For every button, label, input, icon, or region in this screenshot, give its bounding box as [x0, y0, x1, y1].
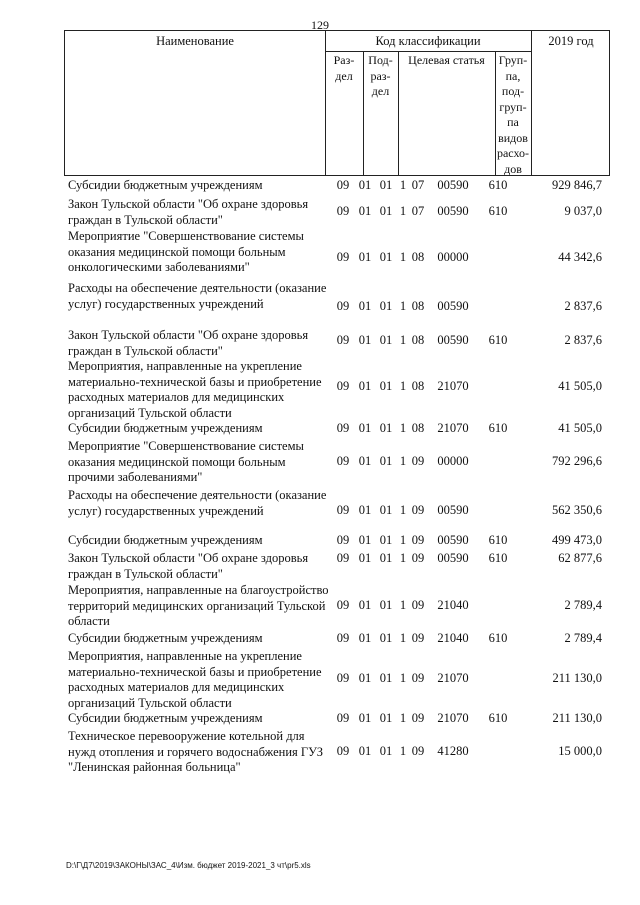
- code-c1: 01: [379, 299, 393, 313]
- row-name-line: территорий медицинских организаций Тульской: [68, 598, 326, 613]
- code-c2: 1: [399, 299, 407, 313]
- row-amount: 2 789,4: [564, 598, 602, 612]
- row-name-line: граждан в Тульской области": [68, 212, 223, 227]
- row-name-line: области: [68, 614, 110, 628]
- code-c2: 1: [399, 503, 407, 517]
- row-amount: 2 837,6: [564, 299, 602, 313]
- code-razdel: 09: [336, 503, 350, 517]
- row-amount: 211 130,0: [552, 671, 602, 685]
- row-name: [68, 649, 340, 711]
- code-vid: 610: [488, 551, 508, 565]
- code-c4: 21040: [437, 631, 469, 645]
- code-c1: 01: [379, 598, 393, 612]
- row-amount: 929 846,7: [552, 178, 602, 192]
- row-name-line: Субсидии бюджетным учреждениям: [68, 178, 263, 192]
- code-c1: 01: [379, 178, 393, 192]
- row-name-line: Закон Тульской области "Об охране здоровья: [68, 551, 309, 565]
- row-name-line: материально-технической базы и приобретение: [68, 664, 322, 679]
- row-name-line: Расходы на обеспечение деятельности (оказание: [68, 488, 327, 502]
- code-vid: 610: [488, 711, 508, 725]
- row-name-line: Мероприятия, направленные на укрепление: [68, 649, 302, 663]
- code-podrazdel: 01: [358, 299, 372, 313]
- code-razdel: 09: [336, 744, 350, 758]
- code-razdel: 09: [336, 631, 350, 645]
- code-podrazdel: 01: [358, 533, 372, 547]
- row-name: [68, 551, 340, 582]
- code-c4: 00590: [437, 204, 469, 218]
- row-name-line: нужд отопления и горячего водоснабжения ГУЗ: [68, 744, 324, 759]
- code-c1: 01: [379, 454, 393, 468]
- code-c4: 00590: [437, 178, 469, 192]
- row-name-line: организаций Тульской области: [68, 695, 232, 710]
- row-name-line: Мероприятие "Совершенствование системы: [68, 229, 304, 243]
- code-c4: 41280: [437, 744, 469, 758]
- code-c4: 21070: [437, 711, 469, 725]
- row-name: [68, 328, 340, 359]
- code-podrazdel: 01: [358, 379, 372, 393]
- code-podrazdel: 01: [358, 744, 372, 758]
- row-name-line: онкологическими заболеваниями": [68, 260, 250, 274]
- code-c3: 07: [411, 178, 425, 192]
- row-amount: 211 130,0: [552, 711, 602, 725]
- row-name-line: Мероприятие "Совершенствование системы: [68, 439, 304, 453]
- row-amount: 41 505,0: [558, 421, 602, 435]
- row-name-line: оказания медицинской помощи больным: [68, 454, 286, 469]
- code-c2: 1: [399, 250, 407, 264]
- code-razdel: 09: [336, 711, 350, 725]
- row-name: [68, 631, 340, 647]
- code-razdel: 09: [336, 671, 350, 685]
- code-c4: 00590: [437, 533, 469, 547]
- code-c1: 01: [379, 533, 393, 547]
- code-c1: 01: [379, 250, 393, 264]
- code-c3: 09: [411, 454, 425, 468]
- row-name-line: граждан в Тульской области": [68, 566, 223, 581]
- code-c2: 1: [399, 671, 407, 685]
- code-podrazdel: 01: [358, 551, 372, 565]
- code-c4: 00000: [437, 250, 469, 264]
- code-razdel: 09: [336, 379, 350, 393]
- code-c4: 00590: [437, 503, 469, 517]
- code-c3: 09: [411, 598, 425, 612]
- row-amount: 2 789,4: [564, 631, 602, 645]
- row-name-line: "Ленинская районная больница": [68, 760, 241, 774]
- row-name-line: материально-технической базы и приобретение: [68, 374, 322, 389]
- code-c1: 01: [379, 671, 393, 685]
- code-c4: 21070: [437, 379, 469, 393]
- row-amount: 41 505,0: [558, 379, 602, 393]
- row-amount: 792 296,6: [552, 454, 602, 468]
- row-name: [68, 583, 340, 630]
- row-amount: 499 473,0: [552, 533, 602, 547]
- code-razdel: 09: [336, 598, 350, 612]
- row-name: [68, 439, 340, 486]
- row-name: [68, 533, 340, 549]
- row-name-line: Субсидии бюджетным учреждениям: [68, 711, 263, 725]
- code-c2: 1: [399, 204, 407, 218]
- code-c3: 09: [411, 533, 425, 547]
- row-name-line: Мероприятия, направленные на благоустройство: [68, 583, 329, 597]
- code-razdel: 09: [336, 204, 350, 218]
- row-name: [68, 729, 340, 776]
- header-section: Раз- дел: [333, 53, 355, 83]
- row-name-line: Расходы на обеспечение деятельности (оказание: [68, 281, 327, 295]
- row-name-line: оказания медицинской помощи больным: [68, 244, 286, 259]
- code-c1: 01: [379, 379, 393, 393]
- row-name-line: Субсидии бюджетным учреждениям: [68, 631, 263, 645]
- code-c4: 00000: [437, 454, 469, 468]
- code-c1: 01: [379, 744, 393, 758]
- row-name: [68, 359, 340, 421]
- code-vid: 610: [488, 533, 508, 547]
- code-c2: 1: [399, 631, 407, 645]
- code-podrazdel: 01: [358, 250, 372, 264]
- header-divider: [325, 51, 531, 52]
- code-razdel: 09: [336, 333, 350, 347]
- code-c3: 09: [411, 503, 425, 517]
- code-podrazdel: 01: [358, 178, 372, 192]
- table-header: [64, 30, 610, 176]
- code-c4: 00590: [437, 551, 469, 565]
- code-vid: 610: [488, 631, 508, 645]
- row-amount: 15 000,0: [558, 744, 602, 758]
- code-c3: 09: [411, 711, 425, 725]
- code-podrazdel: 01: [358, 421, 372, 435]
- code-vid: 610: [488, 421, 508, 435]
- code-c3: 09: [411, 551, 425, 565]
- code-c1: 01: [379, 711, 393, 725]
- row-amount: 9 037,0: [564, 204, 602, 218]
- page-number: 129: [311, 18, 329, 32]
- code-c3: 08: [411, 421, 425, 435]
- code-c3: 08: [411, 379, 425, 393]
- code-c3: 08: [411, 250, 425, 264]
- code-c2: 1: [399, 551, 407, 565]
- code-c4: 00590: [437, 333, 469, 347]
- code-c2: 1: [399, 178, 407, 192]
- row-name: [68, 197, 340, 228]
- row-name: [68, 281, 340, 312]
- code-podrazdel: 01: [358, 454, 372, 468]
- row-amount: 562 350,6: [552, 503, 602, 517]
- code-c2: 1: [399, 333, 407, 347]
- header-group: Груп- па, под- груп- па видов расхо- дов: [496, 53, 530, 176]
- code-c4: 21070: [437, 671, 469, 685]
- row-name-line: прочими заболеваниями": [68, 470, 203, 484]
- code-vid: 610: [488, 178, 508, 192]
- code-c2: 1: [399, 379, 407, 393]
- code-c3: 09: [411, 671, 425, 685]
- code-razdel: 09: [336, 421, 350, 435]
- code-c4: 00590: [437, 299, 469, 313]
- code-podrazdel: 01: [358, 631, 372, 645]
- row-name-line: Техническое перевооружение котельной для: [68, 729, 305, 743]
- code-vid: 610: [488, 204, 508, 218]
- row-name-line: услуг) государственных учреждений: [68, 296, 264, 311]
- code-c4: 21040: [437, 598, 469, 612]
- code-vid: 610: [488, 333, 508, 347]
- code-c2: 1: [399, 421, 407, 435]
- code-c4: 21070: [437, 421, 469, 435]
- code-c1: 01: [379, 631, 393, 645]
- code-podrazdel: 01: [358, 598, 372, 612]
- code-c2: 1: [399, 744, 407, 758]
- code-razdel: 09: [336, 454, 350, 468]
- code-c2: 1: [399, 533, 407, 547]
- row-amount: 44 342,6: [558, 250, 602, 264]
- header-name: Наименование: [156, 34, 234, 48]
- row-name-line: организаций Тульской области: [68, 405, 232, 420]
- row-name: [68, 178, 340, 194]
- code-c2: 1: [399, 711, 407, 725]
- row-amount: 62 877,6: [558, 551, 602, 565]
- header-divider: [398, 51, 399, 175]
- header-year: 2019 год: [548, 34, 594, 48]
- row-name-line: граждан в Тульской области": [68, 343, 223, 358]
- row-name-line: расходных материалов для медицинских: [68, 390, 285, 404]
- row-name: [68, 229, 340, 276]
- code-c1: 01: [379, 204, 393, 218]
- code-podrazdel: 01: [358, 333, 372, 347]
- code-c3: 09: [411, 744, 425, 758]
- row-name-line: Мероприятия, направленные на укрепление: [68, 359, 302, 373]
- code-razdel: 09: [336, 250, 350, 264]
- code-podrazdel: 01: [358, 204, 372, 218]
- row-name: [68, 488, 340, 519]
- code-c2: 1: [399, 598, 407, 612]
- code-c3: 08: [411, 333, 425, 347]
- code-c1: 01: [379, 551, 393, 565]
- code-c1: 01: [379, 421, 393, 435]
- row-name-line: Закон Тульской области "Об охране здоровья: [68, 197, 309, 211]
- row-name: [68, 421, 340, 437]
- row-name-line: расходных материалов для медицинских: [68, 680, 285, 694]
- code-c1: 01: [379, 503, 393, 517]
- row-amount: 2 837,6: [564, 333, 602, 347]
- file-path: D:\Г\Д7\2019\ЗАКОНЫ\ЗАС_4\Изм. бюджет 2019-2021_3 чт\pr5.xls: [66, 861, 311, 870]
- row-name-line: Субсидии бюджетным учреждениям: [68, 421, 263, 435]
- row-name: [68, 711, 340, 727]
- code-c3: 07: [411, 204, 425, 218]
- code-c3: 08: [411, 299, 425, 313]
- row-name-line: услуг) государственных учреждений: [68, 503, 264, 518]
- code-c2: 1: [399, 454, 407, 468]
- code-c1: 01: [379, 333, 393, 347]
- row-name-line: Закон Тульской области "Об охране здоровья: [68, 328, 309, 342]
- code-razdel: 09: [336, 178, 350, 192]
- header-code: Код классификации: [375, 34, 481, 48]
- code-razdel: 09: [336, 299, 350, 313]
- header-divider: [531, 31, 532, 175]
- code-podrazdel: 01: [358, 503, 372, 517]
- code-c3: 09: [411, 631, 425, 645]
- code-razdel: 09: [336, 551, 350, 565]
- header-target: Целевая статья: [408, 53, 485, 67]
- header-subsection: Под- раз- дел: [368, 53, 393, 98]
- code-podrazdel: 01: [358, 671, 372, 685]
- code-podrazdel: 01: [358, 711, 372, 725]
- code-razdel: 09: [336, 533, 350, 547]
- row-name-line: Субсидии бюджетным учреждениям: [68, 533, 263, 547]
